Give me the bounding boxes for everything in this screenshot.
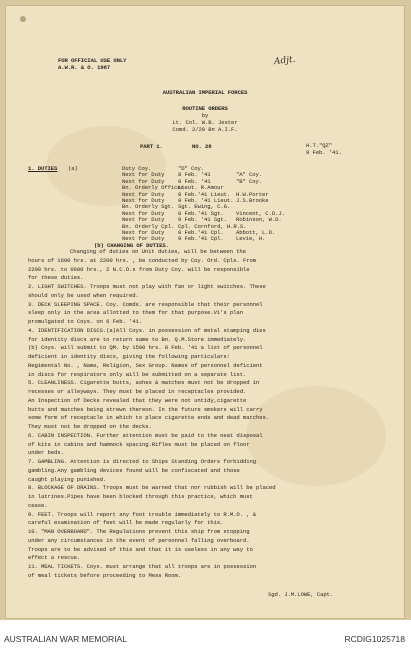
duty-cell: Bn. Orderly Officer <box>122 184 184 192</box>
body-line: effect a rescue. <box>28 554 81 562</box>
body-line: Changing of duties on Unit duties, will be between the <box>70 248 246 255</box>
part-number: PART 1. <box>140 143 163 150</box>
order-date: 9 Feb. '41. <box>306 149 342 156</box>
signature: Sgd. J.M.LOWE, Capt. <box>268 591 334 598</box>
duty-cell: "A" Coy. <box>236 171 263 179</box>
body-line: some form of receptacle in which to place cigarette ends and dead matches. <box>28 414 270 422</box>
body-line: recesses or alleyways. They must be placed in receptacles provided. <box>28 388 247 395</box>
duty-cell: H.W.Porter <box>236 190 269 198</box>
duty-cell: Next for Duty <box>122 216 165 224</box>
body-line: gambling.Any gambling devices found will be confiscated and those <box>28 466 240 474</box>
duty-cell: Next for Duty <box>122 177 165 185</box>
duty-cell: 9 Feb. '41 Sgt. <box>178 216 227 224</box>
duty-cell: Next for Duty <box>122 229 165 236</box>
duty-cell: J.S.Brooke <box>236 197 269 204</box>
body-line: promulgated to Coys. on 6 Feb. '41. <box>28 318 142 325</box>
body-line: in discs for respirators only will be submitted on a separate list. <box>28 370 247 378</box>
title-line: Lt. Col. W.B. Jester <box>172 119 238 126</box>
duty-cell: Next for Duty <box>122 190 165 198</box>
body-line: hours of 1600 hrs. at 2200 hrs. , be conducted by Coy. Ord. Cpls. From <box>28 256 256 264</box>
archive-footer <box>0 620 411 654</box>
duties-sub-b: (b) CHANGING OF DUTIES. <box>94 242 169 249</box>
body-line: for these duties. <box>28 274 84 282</box>
duty-cell: Duty Coy. <box>122 165 152 172</box>
duty-cell: 8 Feb.'41 Lieut. <box>178 190 231 198</box>
body-line: in latrines.Pipes have been blocked through this practice, which must <box>28 493 253 500</box>
title-line: ROUTINE ORDERS <box>182 105 228 112</box>
duty-cell: "D" Coy. <box>178 165 205 172</box>
duty-cell: "B" Coy. <box>236 177 263 185</box>
body-line: 9. FEET. Troops will report any foot trouble immediately to R.M.O. , & <box>28 510 256 518</box>
duty-cell: Next for Duty <box>122 209 165 217</box>
order-number: NO. 28 <box>192 143 212 150</box>
body-line: 7. GAMBLING. Attention is directed to Ships Standing Orders forbidding <box>28 458 256 465</box>
body-line: careful examination of feet will be made regularly for this. <box>28 519 224 527</box>
body-line: under beds. <box>28 449 64 457</box>
duty-cell: Levie, H. <box>236 235 266 243</box>
duty-cell: Vincent, C.D.J. <box>236 209 285 217</box>
title-line: Comd. 2/20 Bn A.I.F. <box>172 126 238 133</box>
duty-cell: Cpl. Cornford, H.R.S. <box>178 222 247 230</box>
paper-stain <box>246 386 386 486</box>
body-line: 10. "MAN OVERBOARD". The Regulations prevent this ship from stopping <box>28 528 250 535</box>
duty-cell: 9 Feb. '41 Lieut. <box>178 197 234 204</box>
body-line: of meal tickets before proceeding to Mess Room. <box>28 571 182 579</box>
duty-cell: 9 Feb. '41 <box>178 177 211 185</box>
duty-cell: 8 Feb.'41 Cpl. <box>178 229 224 236</box>
duty-cell: Next for Duty <box>122 235 165 243</box>
duties-heading: 1. DUTIES <box>28 165 58 172</box>
location: H.T."QZ" <box>306 142 333 149</box>
body-line: butts and matches being strewn thereon. In the future smokers will carry <box>28 405 263 413</box>
body-line: 3. DECK SLEEPING SPACE. Coy. Comds. are responsible that their personnel <box>28 300 263 308</box>
punch-hole <box>20 16 26 22</box>
body-line: should only be used when required. <box>28 291 139 299</box>
handwritten-annotation: Adjt. <box>273 54 296 68</box>
form-ref: A.W.R. & O. 1987 <box>58 64 111 71</box>
body-line: sleep only in the area allotted to them for that purpose.Vi's plan <box>28 309 243 317</box>
body-line: 2. LIGHT SWITCHES. Troops must not play with fan or light switches. These <box>28 283 266 290</box>
body-line: An Inspection of Decks revealed that they were not untidy,cigarette <box>28 396 247 404</box>
body-line: Troops are to be advised of this and that it is useless in any way to <box>28 545 253 553</box>
archive-name: AUSTRALIAN WAR MEMORIAL <box>4 634 127 644</box>
document-page <box>6 6 404 618</box>
body-line: under any circumstances in the event of personnel falling overboard. <box>28 536 250 544</box>
duty-cell: 8 Feb. '41 <box>178 171 211 179</box>
duty-cell: Bn. Orderly Cpl. <box>122 222 175 230</box>
duty-cell: Next for Duty <box>122 171 165 179</box>
duty-cell: Robinson, W.D. <box>236 216 282 224</box>
body-line: Regimental No. , Name, Religion, Sex Group. Names of personnel deficient <box>28 361 263 369</box>
body-line: 2200 hrs. to 0600 hrs., 2 N.C.O.s from Duty Coy. will be responsible <box>28 265 250 273</box>
body-line: They must not be dropped on the decks. <box>28 423 152 430</box>
title-line: by <box>201 112 209 119</box>
body-line: of kits in cabins and hammock spacing.Rifles must be placed on floor <box>28 440 250 448</box>
body-line: for identity discs are to return same to Bn. Q.M.Store immediately. <box>28 335 247 343</box>
duty-cell: Next for Duty <box>122 197 165 204</box>
body-line: (b) Coys. will submit to QM. by 1500 hrs. 8 Feb. '41 a list of personnel <box>28 344 263 352</box>
body-line: cease. <box>28 501 48 509</box>
duties-sub-a: (a) <box>68 165 78 172</box>
archive-ref: RCDIG1025718 <box>344 634 405 644</box>
body-line: 8. BLOCKAGE OF DRAINS. Troops must be warned that nor rubbish will be placed <box>28 484 276 492</box>
duty-cell: Lieut. R.Amour <box>178 184 224 192</box>
body-line: caught playing punished. <box>28 475 107 483</box>
classification: FOR OFFICIAL USE ONLY <box>58 57 127 64</box>
duty-cell: Abbott, L.D. <box>236 229 276 236</box>
body-line: 6. CABIN INSPECTION. Further attention must be paid to the neat disposal <box>28 431 263 439</box>
duty-cell: 9 Feb.'41 Cpl. <box>178 235 224 243</box>
duty-cell: Bn. Orderly Sgt. <box>122 203 175 211</box>
body-line: deficient in identity discs, giving the following particulars: <box>28 353 230 360</box>
body-line: 11. MEAL TICKETS. Coys. must arrange that all troops are in possession <box>28 563 256 570</box>
body-line: 5. CLEANLINESS. Cigarette butts, ashes & matches must not be dropped in <box>28 379 260 387</box>
duty-cell: Sgt. Ewing, C.G. <box>178 203 231 211</box>
body-line: 4. IDENTIFICATION DISCS.(a)All Coys. in possession of metal stamping dies <box>28 326 266 334</box>
title-line: AUSTRALIAN IMPERIAL FORCES <box>162 89 248 96</box>
duty-cell: 8 Feb.'41 Sgt. <box>178 209 224 217</box>
